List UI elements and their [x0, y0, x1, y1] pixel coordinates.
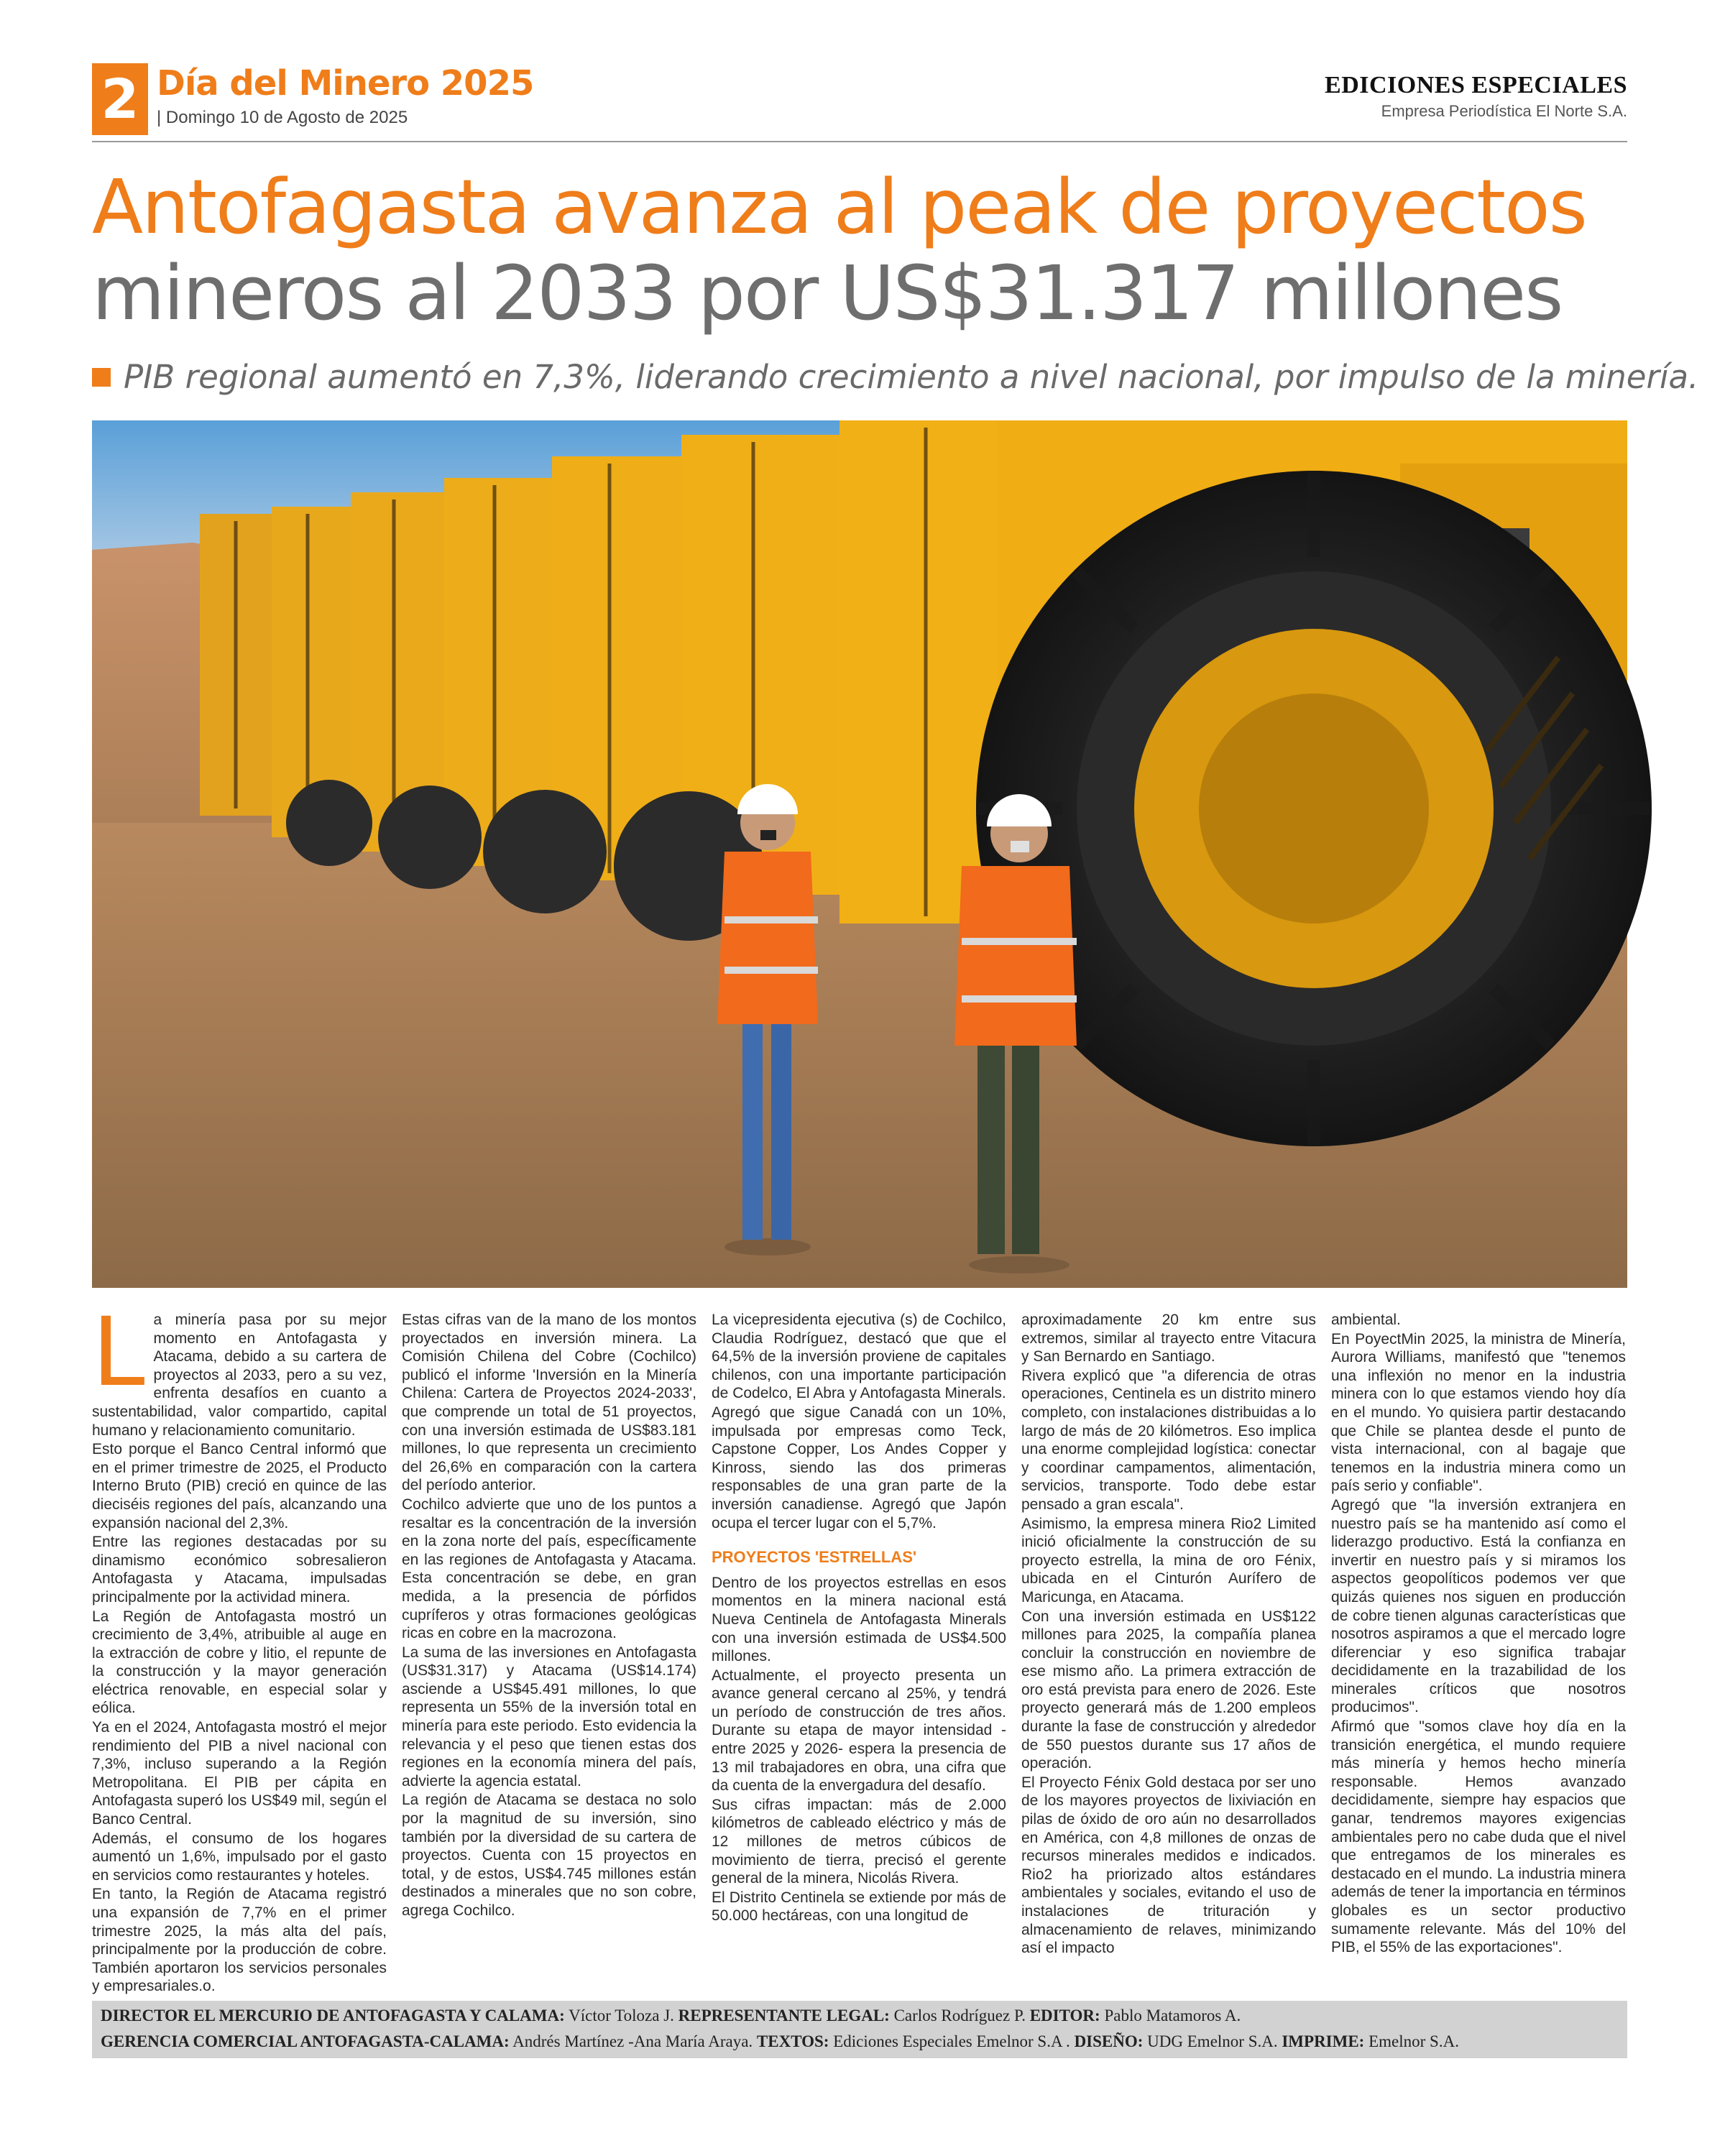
paragraph: a minería pasa por su mejor momento en Antofagasta y Atacama, debido a su cartera de proyectos al 2033, pero a su vez, enfrenta desafíos en cuanto a sustentabilidad, valor compartido, capital humano y relacionamiento comunitario. [92, 1312, 387, 1439]
edition-name: EDICIONES ESPECIALES [1325, 72, 1627, 98]
design-value: UDG Emelnor S.A. [1147, 2032, 1278, 2050]
legal-rep-label: REPRESENTANTE LEGAL: [678, 2007, 890, 2024]
paragraph: La vicepresidenta ejecutiva (s) de Cochilco, Claudia Rodríguez, destacó que que el 64,5% de la inversión proviene de capitales chilenos, con una importante participación de Codelco, El Abra y Antofagasta Minerals. [712, 1312, 1006, 1402]
section-title: Día del Minero 2025 [157, 63, 534, 103]
editor-label: EDITOR: [1029, 2007, 1100, 2024]
drop-cap: L [92, 1297, 145, 1408]
credits-footer [92, 2001, 1627, 2058]
article-column-2 [402, 1311, 696, 1971]
paragraph: El Proyecto Fénix Gold destaca por ser uno de los mayores proyectos de lixiviación en pilas de óxido de oro aún no desarrollados en América, con 4,8 millones de onzas de recursos minerales medidos e indicados. Rio2 ha priorizado altos estándares ambientales y sociales, evitando el uso de instalaciones de trituración y almacenamiento de relaves, minimizando así el impacto [1021, 1774, 1316, 1957]
commercial-names: Andrés Martínez -Ana María Araya. [512, 2032, 753, 2050]
paragraph: Cochilco advierte que uno de los puntos a resaltar es la concentración de la inversión en la zona norte del país, específicamente en las regiones de Antofagasta y Atacama. Esta concentración se debe, en gran medida, a la presencia de pórfidos cupríferos y otras formaciones geológicas ricas en cobre en la macrozona. [402, 1496, 696, 1642]
credits-line-1 [101, 2007, 1241, 2025]
paragraph: aproximadamente 20 km entre sus extremos, similar al trayecto entre Vitacura y San Bernardo en Santiago. [1021, 1312, 1316, 1365]
article-column-3 [712, 1311, 1006, 1971]
paragraph: En PoyectMin 2025, la ministra de Minería, Aurora Williams, manifestó que "tenemos una inflexión no menor en la industria minera con lo que estamos viendo hoy día en el mundo. Yo quisiera partir destacando que Chile se plantea desde el punto de vista internacional, con al bagaje que tenemos en la industria minera como un país serio y confiable". [1331, 1330, 1626, 1495]
page-number: 2 [92, 63, 148, 135]
lead-photo [92, 420, 1627, 1288]
issue-date: | Domingo 10 de Agosto de 2025 [157, 108, 408, 127]
article-column-4 [1021, 1311, 1316, 1971]
paragraph: La suma de las inversiones en Antofagasta (US$31.317) y Atacama (US$14.174) asciende a US$45.491 millones, lo que representa un 55% de la inversión total en minería para este periodo. Esto evidencia la relevancia y el peso que tienen estas dos regiones en la economía minera del país, advierte la agencia estatal. [402, 1644, 696, 1789]
director-name: Víctor Toloza J. [569, 2007, 674, 2024]
article-column-5 [1331, 1311, 1626, 1971]
texts-value: Ediciones Especiales Emelnor S.A . [833, 2032, 1070, 2050]
paragraph: Esto porque el Banco Central informó que en el primer trimestre de 2025, el Producto Interno Bruto (PIB) creció en quince de las dieciséis regiones del país, alcanzando una expansión nacional del 2,3%. [92, 1441, 387, 1531]
article-column-1 [92, 1297, 387, 1995]
design-label: DISEÑO: [1074, 2032, 1144, 2050]
paragraph: Estas cifras van de la mano de los montos proyectados en inversión minera. La Comisión Chilena del Cobre (Cochilco) publicó el informe 'Inversión en la Minería Chilena: Cartera de Proyectos 2024-2033', que comprende un total de 51 proyectos, con una inversión estimada de US$83.181 millones, lo que representa un crecimiento del 26,6% en comparación con la cartera del período anterior. [402, 1312, 696, 1494]
paragraph: Rivera explicó que "a diferencia de otras operaciones, Centinela es un distrito minero completo, con instalaciones distribuidas a lo largo de más de 20 kilómetros. Eso implica una enorme complejidad logística: conectar y coordinar campamentos, alimentación, servicios, transporte. Todo debe estar pensado a gran escala". [1021, 1367, 1316, 1513]
article-body [92, 1297, 1627, 1995]
paragraph: La región de Atacama se destaca no solo por la magnitud de su inversión, sino también por la diversidad de su cartera de proyectos. Cuenta con 15 proyectos en total, y de estos, US$4.745 millones están destinados a minerales que no son cobre, agrega Cochilco. [402, 1792, 696, 1919]
credits-line-2 [101, 2032, 1459, 2051]
paragraph: Sus cifras impactan: más de 2.000 kilómetros de cableado eléctrico y más de 12 millones de metros cúbicos de movimiento de tierra, precisó el gerente general de la minera, Nicolás Rivera. [712, 1796, 1006, 1887]
headline-line-2: mineros al 2033 por US$31.317 millones [92, 249, 1563, 337]
print-value: Emelnor S.A. [1368, 2032, 1459, 2050]
subheadline-bullet [92, 368, 111, 387]
paragraph: La Región de Antofagasta mostró un crecimiento de 3,4%, atribuible al auge en la extracción de cobre y litio, el repunte de la construcción y la mayor generación eléctrica renovable, en especial solar y eólica. [92, 1608, 387, 1717]
paragraph: Además, el consumo de los hogares aumentó un 1,6%, impulsado por el gasto en servicios como restaurantes y hoteles. [92, 1830, 387, 1884]
paragraph: Agregó que sigue Canadá con un 10%, impulsada por empresas como Teck, Capstone Copper, Los Andes Copper y Kinross, siendo las dos primeras responsables de una gran parte de la inversión canadiense. Agregó que Japón ocupa el tercer lugar con el 5,7%. [712, 1404, 1006, 1531]
paragraph: Actualmente, el proyecto presenta un avance general cercano al 25%, y tendrá un período de construcción de tres años. Durante su etapa de mayor intensidad -entre 2025 y 2026- espera la presencia de 13 mil trabajadores en obra, una cifra que da cuenta de la envergadura del desafío. [712, 1667, 1006, 1795]
legal-rep-name: Carlos Rodríguez P. [893, 2007, 1026, 2024]
paragraph: Dentro de los proyectos estrellas en esos momentos en la minera nacional está Nueva Centinela de Antofagasta Minerals con una inversión estimada de US$4.500 millones. [712, 1574, 1006, 1665]
header-divider [92, 141, 1627, 142]
paragraph: ambiental. [1331, 1312, 1401, 1328]
publisher-name: Empresa Periodística El Norte S.A. [1381, 102, 1627, 120]
commercial-label: GERENCIA COMERCIAL ANTOFAGASTA-CALAMA: [101, 2032, 510, 2050]
editor-name: Pablo Matamoros A. [1104, 2007, 1241, 2024]
paragraph: El Distrito Centinela se extiende por más de 50.000 hectáreas, con una longitud de [712, 1889, 1006, 1925]
paragraph: Entre las regiones destacadas por su dinamismo económico sobresalieron Antofagasta y Atacama, impulsadas principalmente por la actividad minera. [92, 1534, 387, 1606]
paragraph: En tanto, la Región de Atacama registró una expansión de 7,7% en el primer trimestre 2025, la más alta del país, principalmente por la producción de cobre. También aportaron los servicios personales y empresariales.o. [92, 1886, 387, 1995]
director-label: DIRECTOR EL MERCURIO DE ANTOFAGASTA Y CALAMA: [101, 2007, 565, 2024]
print-label: IMPRIME: [1282, 2032, 1365, 2050]
section-subtitle: PROYECTOS 'ESTRELLAS' [712, 1548, 917, 1567]
paragraph: Afirmó que "somos clave hoy día en la transición energética, el mundo requiere más minería y hemos hecho minería responsable. Hemos avanzado decididamente, siempre hay espacios que ganar, tendremos mayores exigencias ambientales pero no cabe duda que el nivel que entregamos de los minerales es destacado en el mundo. La industria minera además de tener la importancia en términos globales es un sector productivo sumamente relevante. Más del 10% del PIB, el 55% de las exportaciones". [1331, 1718, 1626, 1956]
paragraph: Con una inversión estimada en US$122 millones para 2025, la compañía planea concluir la construcción en noviembre de ese mismo año. La primera extracción de oro está prevista para enero de 2026. Este proyecto generará más de 1.200 empleos durante la fase de construcción y alrededor de 550 puestos durante sus 17 años de operación. [1021, 1608, 1316, 1772]
paragraph: Ya en el 2024, Antofagasta mostró el mejor rendimiento del PIB a nivel nacional con 7,3%, incluso superando a la Región Metropolitana. El PIB per cápita en Antofagasta superó los US$49 mil, según el Banco Central. [92, 1719, 387, 1828]
paragraph: Agregó que "la inversión extranjera en nuestro país se ha mantenido así como el liderazgo productivo. Está la confianza en invertir en nuestro país y si miramos los aspectos geopolíticos podemos ver que quizás quienes nos siguen en producción de cobre tienen algunas características que nosotros aspiramos a que el mercado logre diferenciar y eso significa trabajar decididamente en la trazabilidad de los minerales críticos que nosotros producimos". [1331, 1496, 1626, 1716]
paragraph: Asimismo, la empresa minera Rio2 Limited inició oficialmente la construcción de su proyecto estrella, la mina de oro Fénix, ubicada en el Cinturón Aurífero de Maricunga, en Atacama. [1021, 1515, 1316, 1606]
subheadline: PIB regional aumentó en 7,3%, liderando crecimiento a nivel nacional, por impulso de la minería. [124, 358, 1699, 396]
texts-label: TEXTOS: [756, 2032, 829, 2050]
headline-line-1: Antofagasta avanza al peak de proyectos [92, 163, 1586, 251]
